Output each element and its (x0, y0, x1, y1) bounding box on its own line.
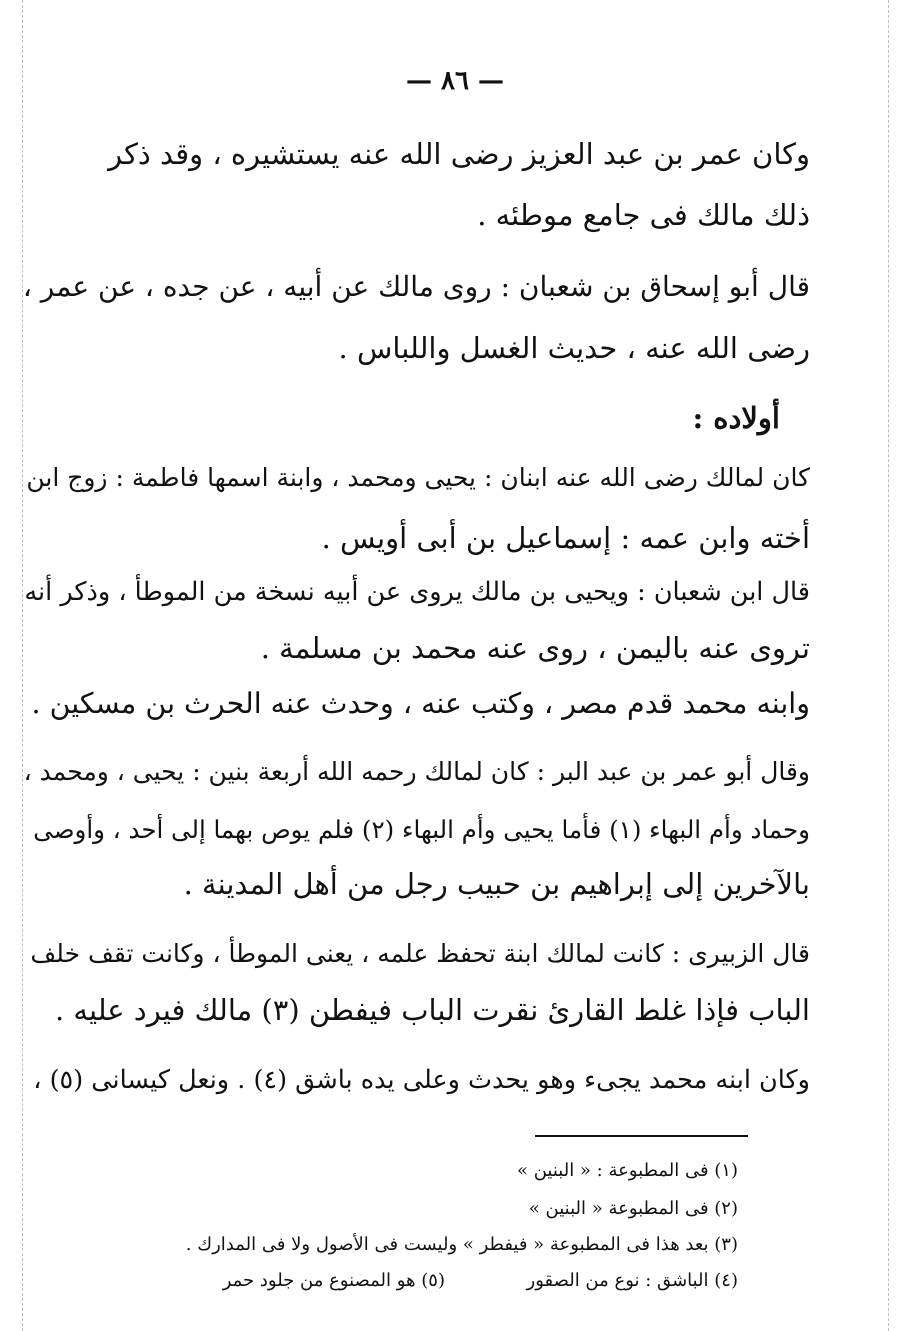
text-line: وابنه محمد قدم مصر ، وكتب عنه ، وحدث عنه الحرث بن مسكين . (31, 687, 810, 720)
footnote: (١) فى المطبوعة : « البنين » (516, 1160, 738, 1181)
text-line: وكان ابنه محمد يجىء وهو يحدث وعلى يده باشق (٤) . ونعل كيسانى (٥) ، (33, 1065, 810, 1095)
text-line: رضى الله عنه ، حديث الغسل واللباس . (338, 331, 810, 365)
text-line: الباب فإذا غلط القارئ نقرت الباب فيفطن (٣) مالك فيرد عليه . (54, 993, 810, 1027)
page-number: — ٨٦ — (405, 66, 505, 96)
text-line: ذلك مالك فى جامع موطئه . (477, 198, 810, 232)
text-line: أخته وابن عمه : إسماعيل بن أبى أويس . (321, 521, 810, 555)
text-line: كان لمالك رضى الله عنه ابنان : يحيى ومحمد ، وابنة اسمها فاطمة : زوج ابن (26, 463, 810, 492)
footnote-separator (535, 1135, 748, 1137)
text-line: قال أبو إسحاق بن شعبان : روى مالك عن أبيه ، عن جده ، عن عمر ، (22, 270, 810, 303)
footnote: (٣) بعد هذا فى المطبوعة « فيفطر » وليست فى الأصول ولا فى المدارك . (185, 1234, 738, 1255)
text-line: قال الزبيرى : كانت لمالك ابنة تحفظ علمه ، يعنى الموطأ ، وكانت تقف خلف (30, 939, 810, 968)
text-line: وقال أبو عمر بن عبد البر : كان لمالك رحمه الله أربعة بنين : يحيى ، ومحمد ، (23, 757, 810, 786)
footnote: (٥) هو المصنوع من جلود حمر (222, 1270, 445, 1291)
left-page-edge (22, 0, 23, 1331)
text-line: تروى عنه باليمن ، روى عنه محمد بن مسلمة . (260, 631, 810, 665)
text-line: وكان عمر بن عبد العزيز رضى الله عنه يستشيره ، وقد ذكر (108, 137, 810, 171)
text-line: بالآخرين إلى إبراهيم بن حبيب رجل من أهل المدينة . (183, 867, 810, 901)
text-line: وحماد وأم البهاء (١) فأما يحيى وأم البهاء (٢) فلم يوص بهما إلى أحد ، وأوصى (33, 815, 810, 844)
footnote: (٤) الباشق : نوع من الصقور (526, 1270, 738, 1291)
text-line: قال ابن شعبان : ويحيى بن مالك يروى عن أبيه نسخة من الموطأ ، وذكر أنه (24, 577, 810, 607)
right-page-edge (888, 0, 889, 1331)
footnote: (٢) فى المطبوعة « البنين » (528, 1198, 738, 1219)
section-heading: أولاده : (692, 401, 780, 435)
